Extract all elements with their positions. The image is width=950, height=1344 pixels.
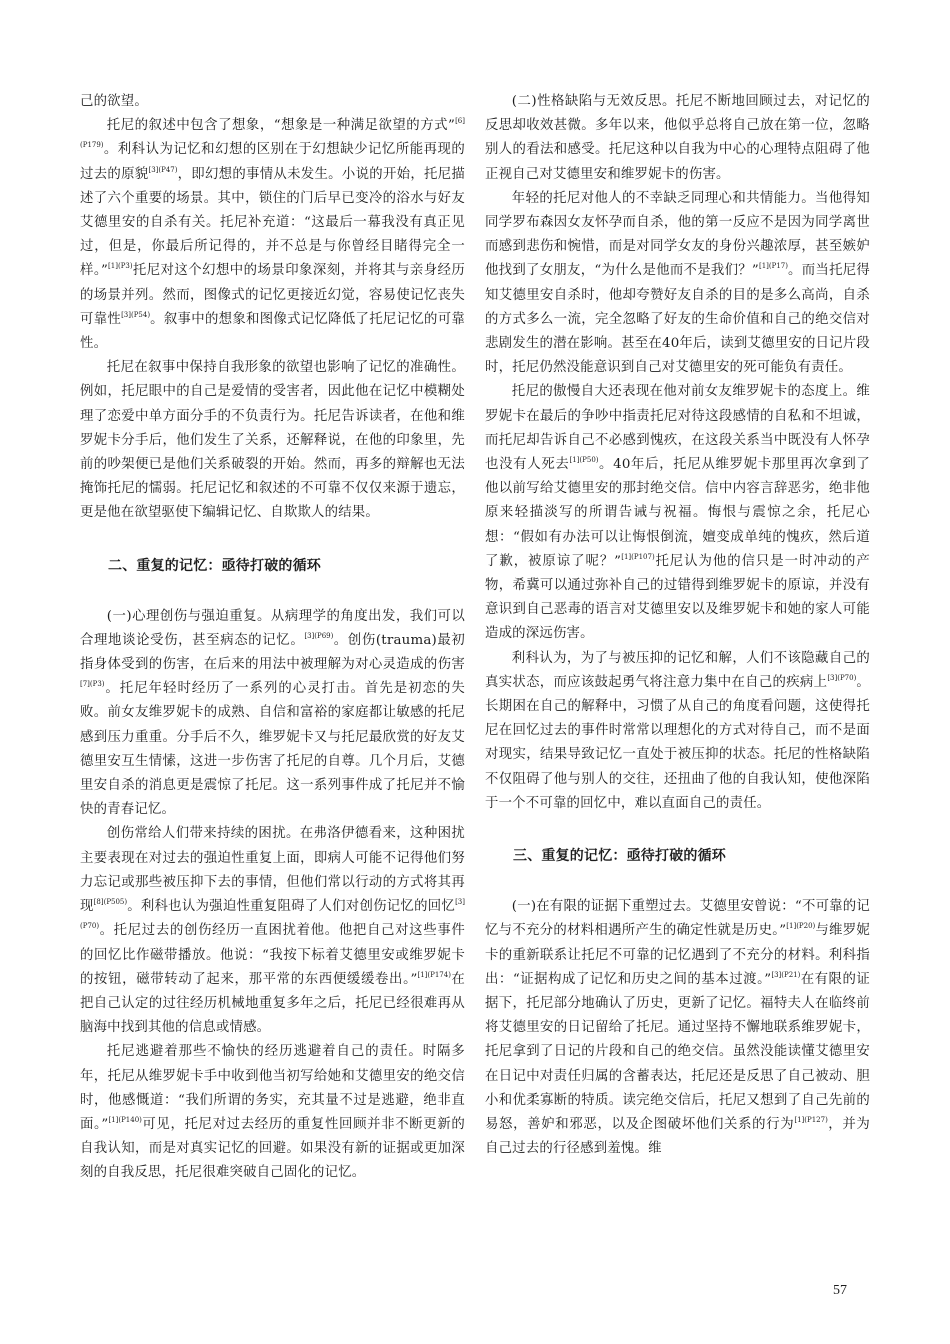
- citation: [3](P70): [80, 898, 465, 931]
- paragraph: 托尼的傲慢自大还表现在他对前女友维罗妮卡的态度上。维罗妮卡在最后的争吵中指责托尼对待这段感情的自私和不坦诚，而托尼却告诉自己不必感到愧疚，在这段关系当中既没有人怀孕也没有人死去$^{[1](P50)}$。40年后，托尼从维罗妮卡那里再次拿到了他以前写给艾德里安的那封绝交信。信中内容言辞恶劣，绝非他原来轻描淡写的所谓告诫与祝福。悔恨与震惊之余，托尼心想：“假如有办法可以让悔恨倒流，嬗变成单纯的愧疚，然后道了歉，被原谅了呢？”$^{[1](P107)}$托尼认为他的信只是一时冲动的产物，希冀可以通过弥补自己的过错得到维罗妮卡的原谅，并没有意识到自己恶毒的语言对艾德里安以及维罗妮卡和她的家人可能造成的深远伤害。: [485, 384, 870, 642]
- citation: [1](P127): [794, 1115, 828, 1124]
- right-column: [485, 90, 870, 1161]
- citation: [3](P21): [771, 970, 801, 979]
- paragraph: 托尼在叙事中保持自我形象的欲望也影响了记忆的准确性。例如，托尼眼中的自己是爱情的受害者，因此他在记忆中模糊处理了恋爱中单方面分手的不负责行为。托尼告诉读者，在他和维罗妮卡分手后，他们发生了关系，还解释说，在他的印象里，先前的吵架便已是他们关系破裂的开始。然而，再多的辩解也无法掩饰托尼的懦弱。托尼记忆和叙述的不可靠不仅仅来源于遗忘，更是他在欲望驱使下编辑记忆、自欺欺人的结果。: [80, 360, 465, 521]
- paragraph: 利科认为，为了与被压抑的记忆和解，人们不该隐藏自己的真实状态，而应该鼓起勇气将注意力集中在自己的疾病上$^{[3](P70)}$。长期困在自己的解释中，习惯了从自己的角度看问题，这使得托尼在回忆过去的事件时常常以理想化的方式对待自己，而不是面对现实，结果导致记忆一直处于被压抑的状态。托尼的性格缺陷不仅阻碍了他与别人的交往，还扭曲了他的自我认知，使他深陷于一个不可靠的回忆中，难以直面自己的责任。: [485, 650, 871, 811]
- paragraph: (一)在有限的证据下重塑过去。艾德里安曾说：“不可靠的记忆与不充分的材料相遇所产生的确定性就是历史。”$^{[1](P20)}$与维罗妮卡的重新联系让托尼不可靠的记忆遇到了不充分的材料。利科指出：“证据构成了记忆和历史之间的基本过渡。”$^{[3](P21)}$在有限的证据下，托尼部分地确认了历史，更新了记忆。福特夫人在临终前将艾德里安的日记留给了托尼。通过坚持不懈地联系维罗妮卡，托尼拿到了日记的片段和自己的绝交信。虽然没能读懂艾德里安在日记中对责任归属的含蓄表达，托尼还是反思了自己被动、胆小和优柔寡断的特质。读完绝交信后，托尼又想到了自己先前的易怒，善妒和邪恶，以及企图破坏他们关系的行为$^{[1](P127)}$，并为自己过去的行径感到羞愧。维: [485, 899, 871, 1157]
- paragraph: 托尼的叙述中包含了想象，“想象是一种满足欲望的方式”$^{[6](P179)}$。利科认为记忆和幻想的区别在于幻想缺少记忆所能再现的过去的原貌$^{[3](P47)}$，即幻想的事情从未发生。小说的开始，托尼描述了六个重要的场景。其中，锁住的门后早已变冷的浴水与好友艾德里安的自杀有关。托尼补充道：“这最后一幕我没有真正见过，但是，你最后所记得的，并不总是与你曾经目睹得完全一样。”$^{[1](P3)}$托尼对这个幻想中的场景印象深刻，并将其与亲身经历的场景并列。然而，图像式的记忆更接近幻觉，容易使记忆丧失可靠性$^{[3](P54)}$。叙事中的想象和图像式记忆降低了托尼记忆的可靠性。: [80, 117, 466, 352]
- paragraph: (二)性格缺陷与无效反思。托尼不断地回顾过去，对记忆的反思却收效甚微。多年以来，他似乎总将自己放在第一位，忽略别人的看法和感受。托尼这种以自我为中心的心理特点阻碍了他正视自己对艾德里安和维罗妮卡的伤害。: [485, 94, 870, 182]
- section-heading: 二、重复的记忆：亟待打破的循环: [108, 557, 321, 574]
- citation: [1](P17): [758, 262, 788, 271]
- citation: [1](P3): [108, 262, 133, 271]
- citation: [1](P20): [786, 922, 816, 931]
- page-number: 57: [833, 1283, 847, 1298]
- paragraph: 创伤常给人们带来持续的困扰。在弗洛伊德看来，这种困扰主要表现在对过去的强迫性重复上面，即病人可能不记得他们努力忘记或那些被压抑下去的事情，但他们常以行动的方式将其再现$^{[8](P505)}$。利科也认为强迫性重复阻碍了人们对创伤记忆的回忆$^{[3](P70)}$。托尼过去的创伤经历一直困扰着他。他把自己对这些事件的回忆比作磁带播放。他说：“我按下标着艾德里安或维罗妮卡的按钮，磁带转动了起来，那平常的东西便缓缓卷出。”$^{[1](P174)}$在把自己认定的过往经历机械地重复多年之后，托尼已经很难再从脑海中找到其他的信息或情感。: [80, 826, 465, 1036]
- citation: [1](P50): [569, 456, 599, 465]
- citation: [3](P47): [148, 165, 178, 174]
- citation: [1](P140): [108, 1115, 142, 1124]
- citation: [8](P505): [93, 898, 128, 907]
- citation: [3](P54): [121, 310, 151, 319]
- citation: [1](P174): [417, 970, 451, 979]
- left-column: [80, 90, 465, 1186]
- citation: [6](P179): [80, 117, 465, 150]
- citation: [7](P3): [80, 680, 105, 689]
- section-heading: 三、重复的记忆：亟待打破的循环: [513, 848, 726, 865]
- paragraph: 己的欲望。: [80, 94, 148, 109]
- paragraph: 年轻的托尼对他人的不幸缺乏同理心和共情能力。当他得知同学罗布森因女友怀孕而自杀，他的第一反应不是因为同学离世而感到悲伤和惋惜，而是对同学女友的身份兴趣浓厚，甚至嫉妒他找到了女朋友，“为什么是他而不是我们？”$^{[1](P17)}$。而当托尼得知艾德里安自杀时，他却夸赞好友自杀的目的是多么高尚，自杀的方式多么一流，完全忽略了好友的生命价值和自己的绝交信对悲剧发生的潜在影响。甚至在40年后，读到艾德里安的日记片段时，托尼仍然没能意识到自己对艾德里安的死可能负有责任。: [485, 190, 871, 376]
- citation: [1](P107): [621, 552, 655, 561]
- paragraph: (一)心理创伤与强迫重复。从病理学的角度出发，我们可以合理地谈论受伤，甚至病态的记忆。$^{[3](P69)}$。创伤(trauma)最初指身体受到的伤害，在后来的用法中被理解为对心灵造成的伤害$^{[7](P3)}$。托尼年轻时经历了一系列的心灵打击。首先是初恋的失败。前女友维罗妮卡的成熟、自信和富裕的家庭都让敏感的托尼感到压力重重。分手后不久，维罗妮卡又与托尼最欣赏的好友艾德里安互生情愫，这进一步伤害了托尼的自尊。几个月后，艾德里安自杀的消息更是震惊了托尼。这一系列事件成了托尼并不愉快的青春记忆。: [80, 608, 465, 818]
- paragraph: 托尼逃避着那些不愉快的经历逃避着自己的责任。时隔多年，托尼从维罗妮卡手中收到他当初写给她和艾德里安的绝交信时，他感慨道：“我们所谓的务实，充其量不过是逃避，绝非直面。”$^{[1](P140)}$可见，托尼对过去经历的重复性回顾并非不断更新的自我认知，而是对真实记忆的回避。如果没有新的证据或更加深刻的自我反思，托尼很难突破自己固化的记忆。: [80, 1044, 465, 1181]
- citation: [3](P70): [827, 673, 857, 682]
- citation: [3](P69): [304, 631, 334, 640]
